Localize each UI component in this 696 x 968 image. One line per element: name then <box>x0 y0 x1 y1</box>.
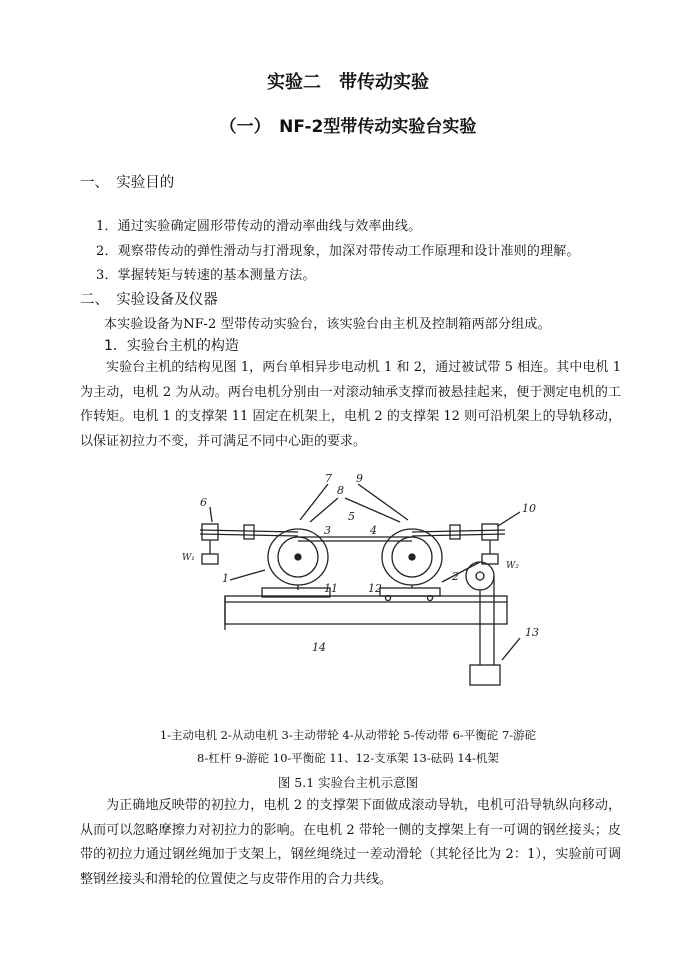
sliding-weight-9 <box>450 525 460 539</box>
svg-text:3: 3 <box>324 524 331 537</box>
pulley <box>466 562 494 590</box>
support-12 <box>380 588 440 596</box>
svg-text:1: 1 <box>222 572 229 585</box>
frame-14 <box>225 596 507 624</box>
objective-item-2: 2．观察带传动的弹性滑动与打滑现象，加深对带传动工作原理和设计准则的理解。 <box>96 244 580 259</box>
section-1-heading: 一、 实验目的 <box>80 175 175 191</box>
tension-paragraph: 为正确地反映带的初拉力，电机 2 的支撑架下面做成滚动导轨，电机可沿导轨纵向移动，从而可以忽略摩擦力对初拉力的影响。在电机 2 带轮一侧的支撑架上有一可调的钢丝接头；皮带的初拉力通过钢丝绳加于支架上，钢丝绳绕过一差动滑轮（其轮径比为 2：1），实验前可调整钢丝接头和滑轮的位置使之与皮带作用的合力共线。 <box>80 798 621 887</box>
weight-w1 <box>202 554 218 564</box>
svg-text:6: 6 <box>200 496 207 509</box>
lever-8-right <box>412 530 505 532</box>
counterweight-10 <box>482 524 498 540</box>
svg-text:4: 4 <box>370 524 377 537</box>
test-rig-figure <box>180 470 550 700</box>
svg-text:10: 10 <box>522 502 536 515</box>
figure-legend-line-1: 1-主动电机 2-从动电机 3-主动带轮 4-从动带轮 5-传动带 6-平衡砣 7-游砣 <box>159 728 537 742</box>
subsection-heading: 1．实验台主机的构造 <box>104 338 239 354</box>
svg-text:W₁: W₁ <box>182 553 195 563</box>
figure-caption: 图 5.1 实验台主机示意图 <box>277 775 419 790</box>
svg-text:8: 8 <box>337 484 344 497</box>
counterweight-6 <box>202 524 218 540</box>
svg-text:W₂: W₂ <box>506 561 519 571</box>
svg-text:5: 5 <box>348 510 355 523</box>
svg-text:11: 11 <box>324 582 338 595</box>
svg-text:9: 9 <box>356 472 363 485</box>
svg-text:13: 13 <box>525 626 539 639</box>
weight-13 <box>470 665 500 685</box>
figure-legend-line-2: 8-杠杆 9-游砣 10-平衡砣 11、12-支承架 13-砝码 14-机架 <box>197 751 499 765</box>
lever-8-left <box>200 530 298 532</box>
svg-text:12: 12 <box>368 582 382 595</box>
section-2-heading: 二、 实验设备及仪器 <box>80 292 218 308</box>
svg-text:7: 7 <box>325 472 332 485</box>
svg-text:14: 14 <box>312 641 326 654</box>
page-subtitle: （一） NF-2型带传动实验台实验 <box>219 117 477 137</box>
equipment-intro: 本实验设备为NF-2 型带传动实验台，该实验台由主机及控制箱两部分组成。 <box>104 317 551 332</box>
sliding-weight-7 <box>244 525 254 539</box>
page-title: 实验二 带传动实验 <box>267 72 429 93</box>
svg-text:2: 2 <box>452 570 459 583</box>
structure-paragraph: 实验台主机的结构见图 1，两台单相异步电动机 1 和 2，通过被试带 5 相连。其中电机 1 为主动，电机 2 为从动。两台电机分别由一对滚动轴承支撑而被悬挂起来，便于测定电机的工作转矩。电机 1 的支撑架 11 固定在机架上，电机 2 的支撑架 12 则可沿机架上的导轨移动，以保证初拉力不变，并可满足不同中心距的要求。 <box>80 360 621 449</box>
objective-item-1: 1．通过实验确定圆形带传动的滑动率曲线与效率曲线。 <box>96 219 422 234</box>
objective-item-3: 3．掌握转矩与转速的基本测量方法。 <box>96 268 316 283</box>
